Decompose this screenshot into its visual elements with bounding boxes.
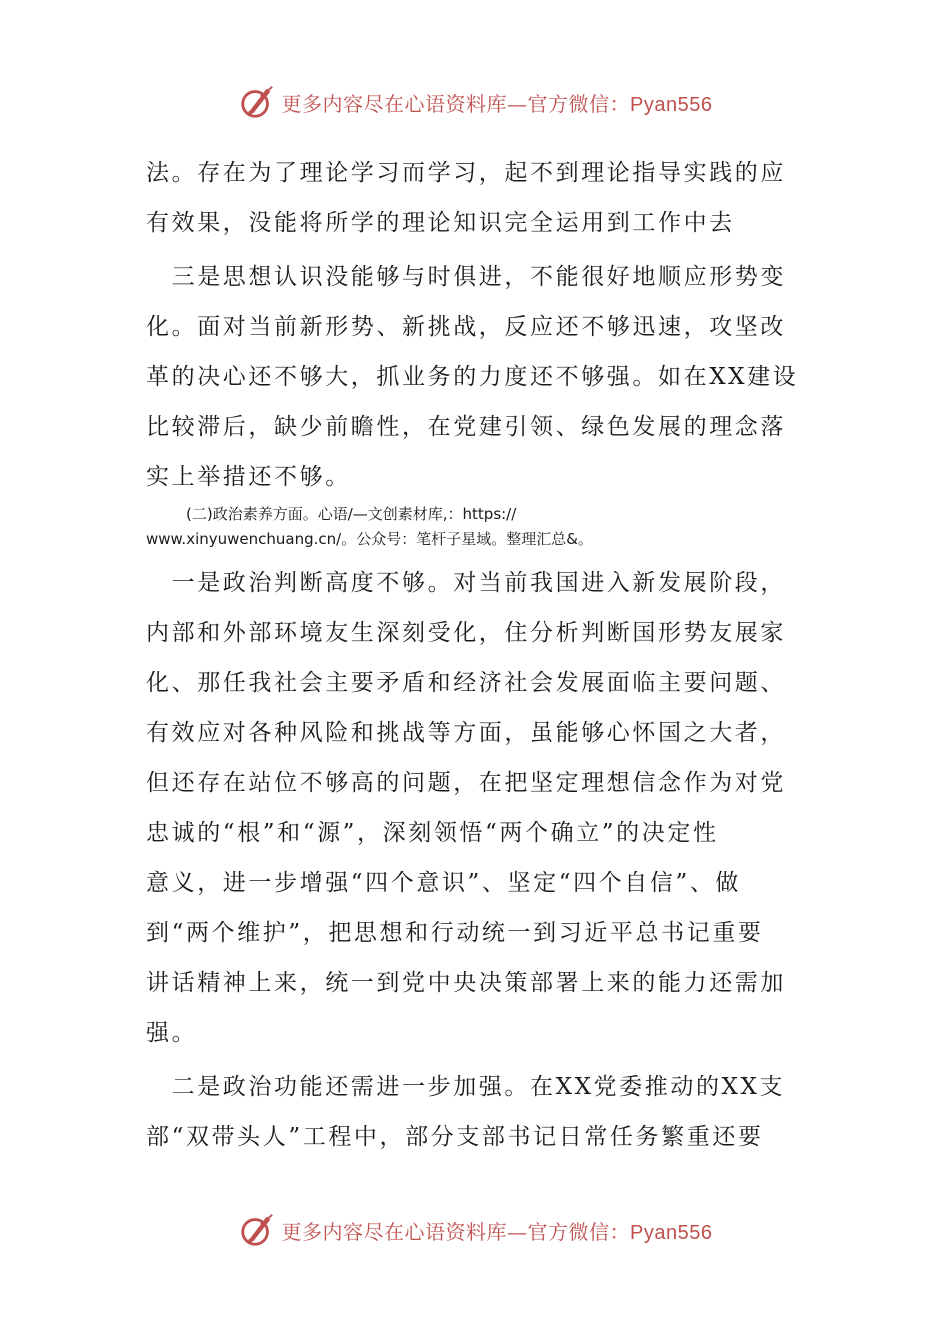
quill-logo-icon: [238, 1211, 276, 1249]
paragraph-line: 到“两个维护”，把思想和行动统一到习近平总书记重要: [146, 920, 764, 946]
footer-banner-inner: [238, 1211, 713, 1249]
paragraph-line: 实上举措还不够。: [146, 464, 351, 490]
paragraph-line: 化。面对当前新形势、新挑战，反应还不够迅速，攻坚改: [146, 314, 786, 340]
paragraph-line: 法。存在为了理论学习而学习，起不到理论指导实践的应: [146, 160, 786, 186]
paragraph-line: 强。: [146, 1020, 198, 1046]
document-body: [146, 148, 806, 1162]
header-banner: [0, 80, 950, 124]
paragraph-line: 三是思想认识没能够与时俱进，不能很好地顺应形势变: [146, 264, 786, 290]
paragraph-line: 讲话精神上来，统一到党中央决策部署上来的能力还需加: [146, 970, 786, 996]
paragraph-line: 内部和外部环境友生深刻受化，住分析判断国形势友展家: [146, 620, 786, 646]
paragraph-line: 有效应对各种风险和挑战等方面，虽能够心怀国之大者，: [146, 720, 786, 746]
header-banner-text: [282, 88, 713, 117]
header-wechat-id: Pyan556: [630, 93, 713, 116]
paragraph-line: 但还存在站位不够高的问题，在把坚定理想信念作为对党: [146, 770, 786, 796]
paragraph-line: 有效果，没能将所学的理论知识完全运用到工作中去: [146, 210, 735, 236]
paragraph-line: 意义，进一步增强“四个意识”、坚定“四个自信”、做: [146, 870, 742, 896]
paragraph-line: 比较滞后，缺少前瞻性，在党建引领、绿色发展的理念落: [146, 414, 786, 440]
paragraph-line: 忠诚的“根”和“源”，深刻领悟“两个确立”的决定性: [146, 820, 719, 846]
section-heading-line: www.xinyuwenchuang.cn/。公众号：笔杆子星域。整理汇总&。: [146, 530, 593, 548]
footer-banner: [0, 1208, 950, 1252]
paragraph-line: 部“双带头人”工程中，部分支部书记日常任务繁重还要: [146, 1124, 764, 1150]
paragraph-line: 革的决心还不够大，抓业务的力度还不够强。如在XX建设: [146, 364, 799, 390]
paragraph-line: 一是政治判断高度不够。对当前我国进入新发展阶段，: [146, 570, 786, 596]
footer-wechat-id: Pyan556: [630, 1221, 713, 1244]
paragraph-line: 化、那任我社会主要矛盾和经济社会发展面临主要问题、: [146, 670, 786, 696]
section-heading-line: (二)政治素养方面。心语/—文创素材库,：https://: [186, 505, 517, 523]
quill-logo-icon: [238, 83, 276, 121]
paragraph-line: 二是政治功能还需进一步加强。在XX党委推动的XX支: [146, 1074, 786, 1100]
footer-banner-text: [282, 1216, 713, 1245]
section-heading-block: [146, 502, 806, 552]
header-banner-inner: [238, 83, 713, 121]
footer-banner-label: 更多内容尽在心语资料库—官方微信：: [281, 1219, 631, 1244]
header-banner-label: 更多内容尽在心语资料库—官方微信：: [281, 91, 631, 116]
